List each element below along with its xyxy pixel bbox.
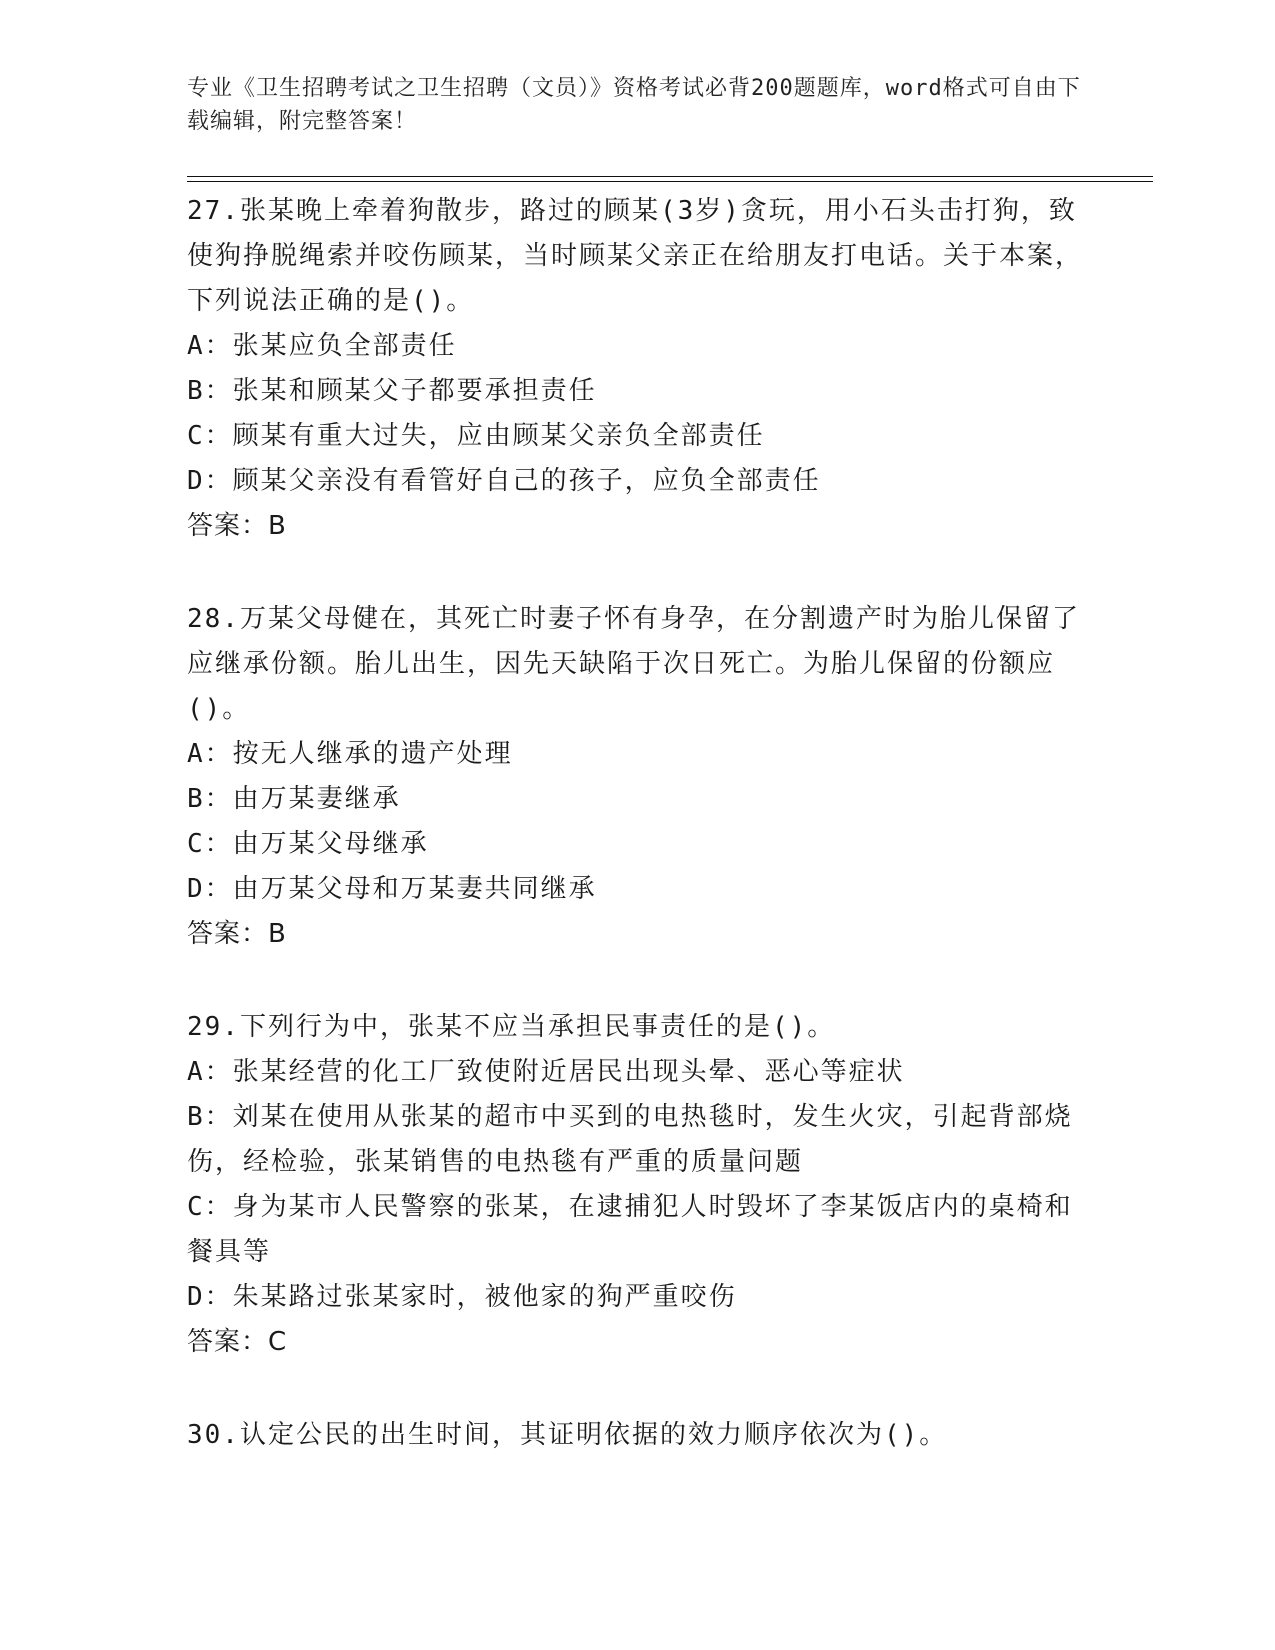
question-29 — [187, 1005, 1087, 1365]
header-divider-top — [187, 176, 1153, 177]
option-d: D：由万某父母和万某妻共同继承 — [187, 874, 597, 904]
question-30 — [187, 1413, 1087, 1458]
question-27 — [187, 189, 1087, 549]
option-b: B：刘某在使用从张某的超市中买到的电热毯时，发生火灾，引起背部烧伤，经检验，张某销售的电热毯有严重的质量问题 — [187, 1102, 1073, 1177]
header-divider-bottom — [187, 181, 1153, 182]
question-stem: 28.万某父母健在，其死亡时妻子怀有身孕，在分割遗产时为胎儿保留了应继承份额。胎儿出生，因先天缺陷于次日死亡。为胎儿保留的份额应()。 — [187, 604, 1080, 724]
option-d: D：顾某父亲没有看管好自己的孩子，应负全部责任 — [187, 466, 821, 496]
option-c: C：顾某有重大过失，应由顾某父亲负全部责任 — [187, 421, 765, 451]
question-28 — [187, 597, 1087, 957]
option-a: A：张某应负全部责任 — [187, 331, 457, 361]
option-b: B：张某和顾某父子都要承担责任 — [187, 376, 597, 406]
option-a: A：按无人继承的遗产处理 — [187, 739, 513, 769]
answer: 答案：C — [187, 1327, 288, 1357]
answer: 答案：B — [187, 511, 287, 541]
option-d: D：朱某路过张某家时，被他家的狗严重咬伤 — [187, 1282, 737, 1312]
document-header: 专业《卫生招聘考试之卫生招聘（文员）》资格考试必背200题题库，word格式可自由下载编辑，附完整答案！ — [187, 76, 1081, 134]
option-c: C：身为某市人民警察的张某，在逮捕犯人时毁坏了李某饭店内的桌椅和餐具等 — [187, 1192, 1073, 1267]
question-stem: 29.下列行为中，张某不应当承担民事责任的是()。 — [187, 1012, 836, 1042]
option-c: C：由万某父母继承 — [187, 829, 429, 859]
question-stem: 30.认定公民的出生时间，其证明依据的效力顺序依次为()。 — [187, 1420, 948, 1450]
option-b: B：由万某妻继承 — [187, 784, 401, 814]
option-a: A：张某经营的化工厂致使附近居民出现头晕、恶心等症状 — [187, 1057, 905, 1087]
question-stem: 27.张某晚上牵着狗散步，路过的顾某(3岁)贪玩，用小石头击打狗，致使狗挣脱绳索并咬伤顾某，当时顾某父亲正在给朋友打电话。关于本案，下列说法正确的是()。 — [187, 196, 1084, 316]
answer: 答案：B — [187, 919, 287, 949]
